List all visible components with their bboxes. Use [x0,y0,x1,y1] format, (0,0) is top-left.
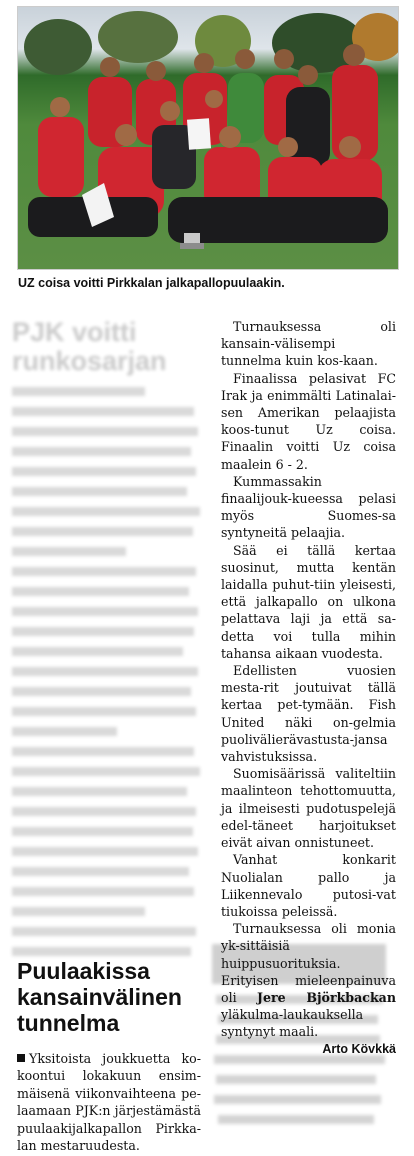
article-paragraph: Suomisäärissä valiteltiin maalinteon tehottomuutta, ja ilmeisesti pudotuspelejä edel-täneet harjoitukset eivät aivan onnistuneet. [221,766,396,851]
player-name: Jere Björkbackan [257,989,396,1005]
article-paragraph: Edellisten vuosien mesta-rit joutuivat tällä kertaa pet-tymään. Fish United näki on-gelmia puolivälierävastusta-jansa vahvistuksissa. [221,663,396,765]
article-paragraph: Kummassakin finaalijouk-kueessa pelasi myös Suomes-sa syntyneitä pelaajia. [221,473,396,541]
story-lead: Yksitoista joukkuetta ko-koontui lokakuun ensim-mäisenä viikonvaihteena pe-laamaan PJK:n järjestämästä puulaakijalkapallon Pirkka-lan mestaruudesta. [17,1051,201,1154]
article-paragraph-last: Turnauksessa oli monia yk-sittäisiä huippusuorituksia. Erityisen mieleenpainuva oli Jere Björkbackan yläkulma-laukauksella syntynyt maali. [221,921,396,1040]
faded-title: PJK voitti runkosarjan [12,318,167,376]
photo-caption: UZ coisa voitti Pirkkalan jalkapallopuulaakin. [18,276,285,290]
article-paragraph: Turnauksessa oli kansain-välisempi tunnelma kuin kos-kaan. [221,319,396,369]
team-photo [17,6,399,270]
article-paragraph: Sää ei tällä kertaa suosinut, mutta kentän laidalla puhut-tiin yleisesti, että jalkapallo on ulkona pelattava laji ja että sa-detta voi tulla mihin tahansa aikaan vuodesta. [221,542,396,661]
article-paragraph: Vanhat konkarit Nuolialan pallo ja Liikennevalo putosi-vat tiukoissa peleissä. [221,852,396,919]
article-body [221,318,396,1058]
byline: Arto Kövkkä [322,1041,396,1056]
team-photo-icon [18,7,398,269]
bullet-square-icon [17,1054,25,1062]
article-paragraph: Finaalissa pelasivat FC Irak ja enimmälti Latinalai-sen Amerikan pelaajista koos-tunut Uz coisa. Finaalin voitti Uz coisa maalein 6 - 2. [221,370,396,472]
faded-adjacent-column [12,318,202,958]
story-headline: Puulaakissa kansainvälinen tunnelma [17,958,182,1036]
